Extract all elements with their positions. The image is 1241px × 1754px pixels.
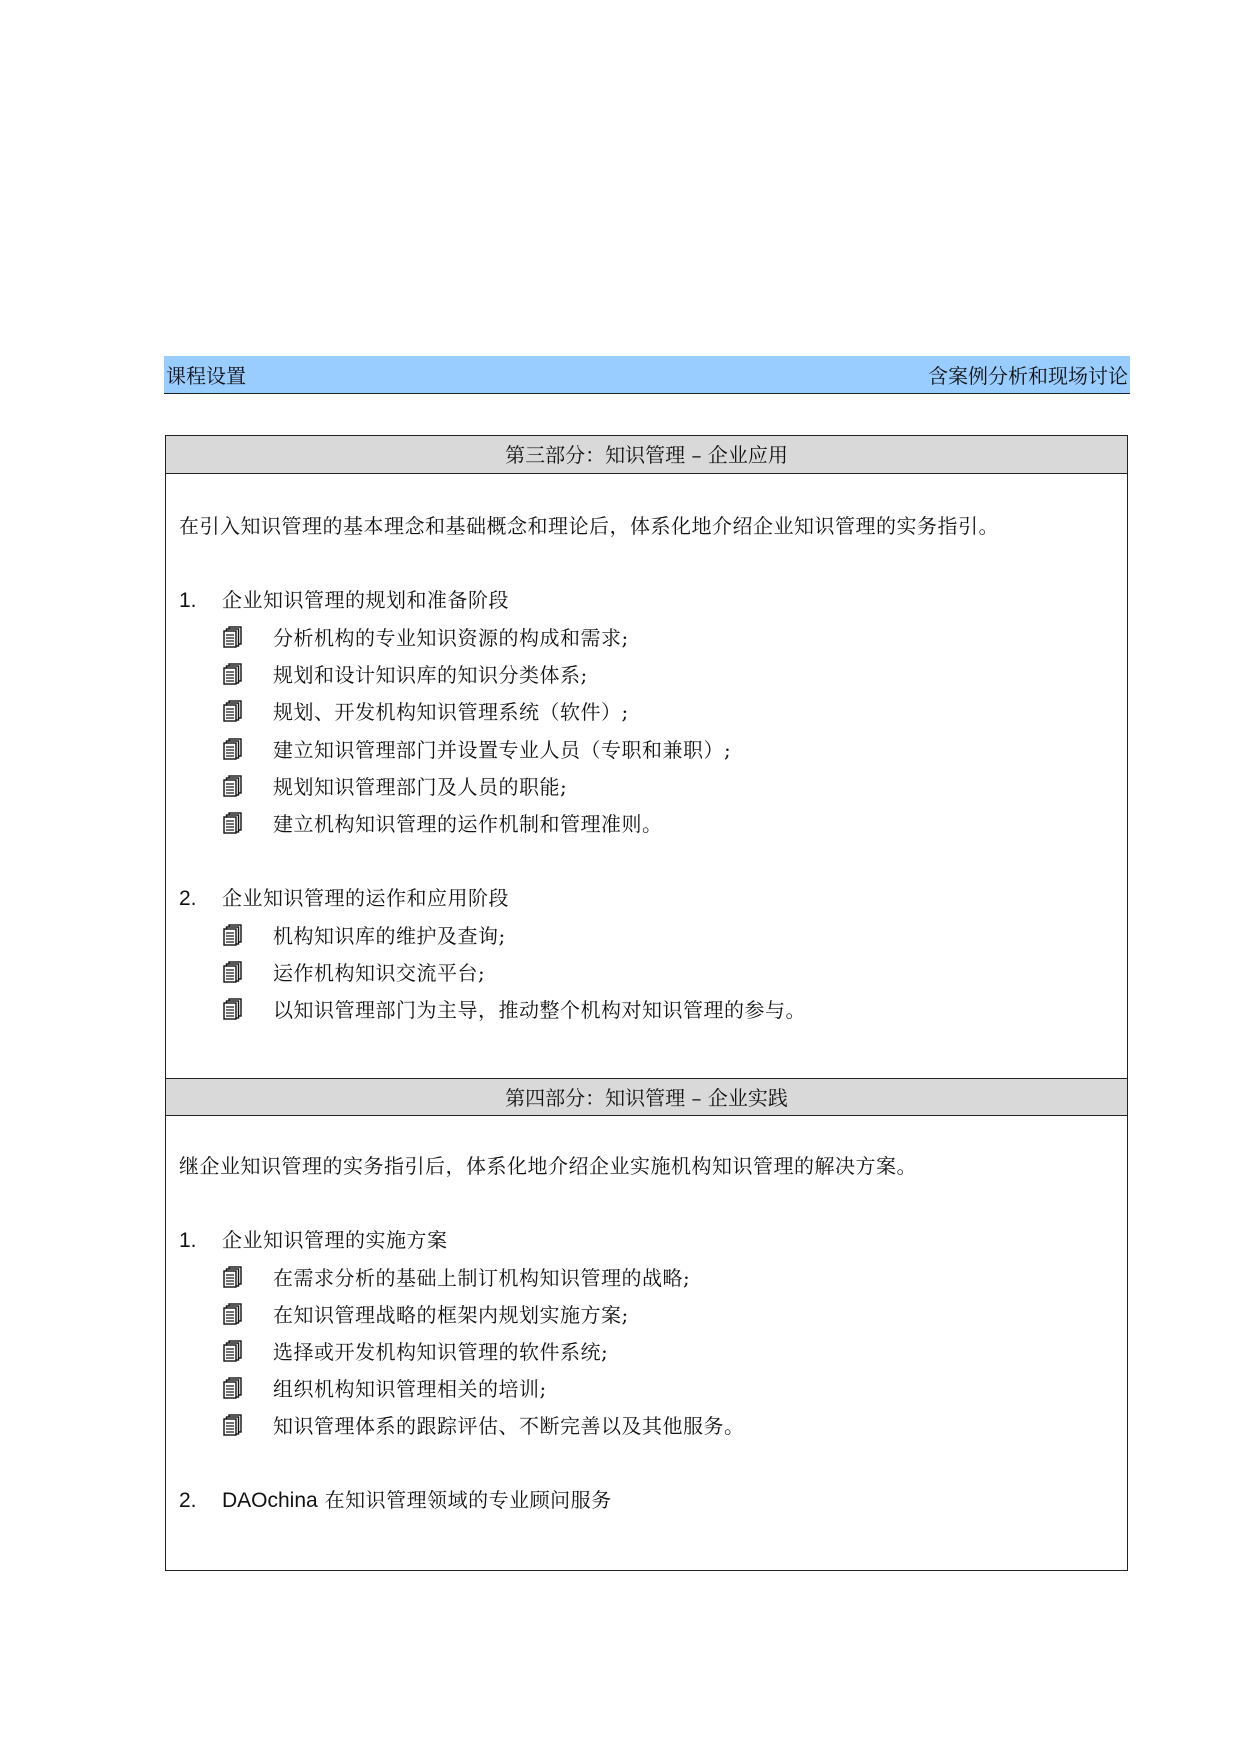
section-4-group-2-heading — [179, 1484, 612, 1513]
document-stack-icon — [223, 700, 243, 722]
list-item — [223, 808, 663, 837]
list-item — [223, 1299, 629, 1328]
list-item — [223, 1262, 690, 1291]
list-item-text: 知识管理体系的跟踪评估、不断完善以及其他服务。 — [273, 1414, 745, 1438]
header-subtitle: 含案例分析和现场讨论 — [928, 364, 1128, 388]
list-item — [223, 734, 731, 763]
document-stack-icon — [223, 961, 243, 983]
list-item-text: 选择或开发机构知识管理的软件系统; — [273, 1340, 609, 1364]
document-stack-icon — [223, 1303, 243, 1325]
document-stack-icon — [223, 626, 243, 648]
document-stack-icon — [223, 1377, 243, 1399]
list-item-text: 建立机构知识管理的运作机制和管理准则。 — [273, 812, 663, 836]
list-item-text: 规划和设计知识库的知识分类体系; — [273, 663, 588, 687]
list-item-text: 在知识管理战略的框架内规划实施方案; — [273, 1303, 629, 1327]
course-header-bar — [164, 356, 1130, 394]
list-item — [223, 1410, 745, 1439]
document-stack-icon — [223, 775, 243, 797]
list-item — [223, 622, 629, 651]
section-4-group-1-heading — [179, 1224, 448, 1253]
document-stack-icon — [223, 1414, 243, 1436]
section-4-intro: 继企业知识管理的实务指引后，体系化地介绍企业实施机构知识管理的解决方案。 — [179, 1154, 917, 1178]
section-3-intro: 在引入知识管理的基本理念和基础概念和理论后，体系化地介绍企业知识管理的实务指引。 — [179, 514, 999, 538]
list-item-text: 组织机构知识管理相关的培训; — [273, 1377, 547, 1401]
list-number: 1. — [179, 1229, 197, 1252]
document-stack-icon — [223, 998, 243, 1020]
group-heading-rest: 在知识管理领域的专业顾问服务 — [317, 1488, 612, 1512]
document-stack-icon — [223, 1266, 243, 1288]
list-number: 2. — [179, 887, 197, 910]
group-heading-text: 企业知识管理的实施方案 — [222, 1228, 448, 1252]
section-3-group-2-heading — [179, 882, 509, 911]
list-item-text: 运作机构知识交流平台; — [273, 961, 486, 985]
group-heading-text — [222, 1484, 612, 1513]
list-number: 1. — [179, 589, 197, 612]
list-item-text: 建立知识管理部门并设置专业人员（专职和兼职）; — [273, 738, 732, 762]
group-heading-text: 企业知识管理的规划和准备阶段 — [222, 588, 509, 612]
list-item — [223, 1373, 547, 1402]
list-item — [223, 696, 629, 725]
document-stack-icon — [223, 924, 243, 946]
list-item — [223, 920, 506, 949]
section-3-title: 第三部分：知识管理 – 企业应用 — [166, 436, 1127, 474]
document-stack-icon — [223, 738, 243, 760]
section-3-group-1-heading — [179, 584, 509, 613]
list-item — [223, 771, 567, 800]
document-stack-icon — [223, 1340, 243, 1362]
group-heading-text: 企业知识管理的运作和应用阶段 — [222, 886, 509, 910]
list-item-text: 在需求分析的基础上制订机构知识管理的战略; — [273, 1266, 691, 1290]
company-name: DAOchina — [222, 1489, 318, 1512]
list-item — [223, 957, 485, 986]
list-item — [223, 659, 588, 688]
list-item-text: 分析机构的专业知识资源的构成和需求; — [273, 626, 629, 650]
document-stack-icon — [223, 812, 243, 834]
list-number: 2. — [179, 1489, 197, 1512]
list-item-text: 规划知识管理部门及人员的职能; — [273, 775, 568, 799]
list-item — [223, 1336, 608, 1365]
list-item-text: 以知识管理部门为主导，推动整个机构对知识管理的参与。 — [273, 998, 806, 1022]
list-item-text: 机构知识库的维护及查询; — [273, 924, 506, 948]
course-outline-table — [165, 435, 1128, 1571]
list-item-text: 规划、开发机构知识管理系统（软件）; — [273, 700, 629, 724]
header-title: 课程设置 — [166, 364, 246, 388]
document-stack-icon — [223, 663, 243, 685]
section-4-title: 第四部分：知识管理 – 企业实践 — [166, 1078, 1127, 1116]
list-item — [223, 994, 806, 1023]
